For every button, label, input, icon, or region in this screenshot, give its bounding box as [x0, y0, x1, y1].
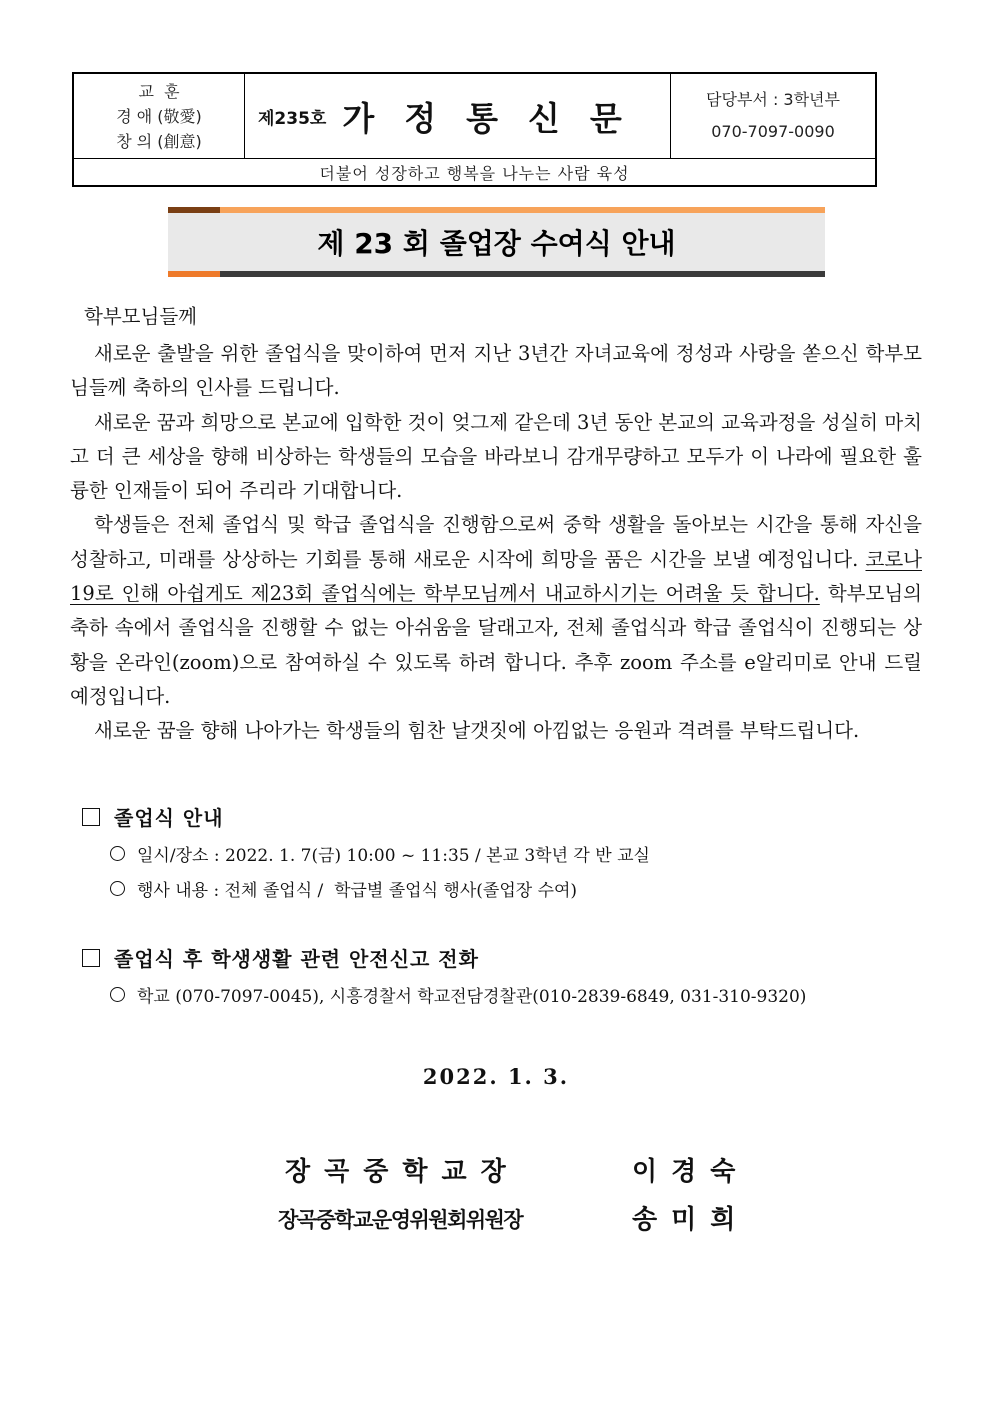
circle-bullet-icon	[110, 881, 125, 896]
paragraph-1: 새로운 출발을 위한 졸업식을 맞이하여 먼저 지난 3년간 자녀교육에 정성과 사랑을 쏟으신 학부모님들께 축하의 인사를 드립니다.	[70, 342, 922, 400]
banner-panel	[168, 213, 825, 271]
circle-bullet-icon	[110, 846, 125, 861]
list-item	[110, 982, 806, 1007]
department: 담당부서 : 3학년부	[706, 90, 840, 109]
section-1-heading: 졸업식 안내	[114, 806, 224, 830]
banner-stripe-bottom-orange	[168, 271, 220, 277]
newsletter-title: 가정통신문	[342, 98, 652, 138]
motto-label: 교 훈	[138, 81, 180, 101]
principal-name: 이경숙	[632, 1157, 750, 1187]
issue-number: 제235호	[258, 108, 327, 129]
dept-cell	[671, 74, 875, 158]
letter-body	[70, 337, 922, 749]
header-table	[72, 72, 877, 187]
motto-cell	[74, 74, 245, 158]
list-item	[110, 876, 577, 901]
motto-line-2: 창 의 (創意)	[116, 131, 202, 151]
checkbox-square-icon	[82, 949, 100, 967]
banner-stripe-bottom-dark	[220, 271, 825, 277]
paragraph-4: 새로운 꿈을 향해 나아가는 학생들의 힘찬 날갯짓에 아낌없는 응원과 격려를 부탁드립니다.	[94, 719, 860, 743]
title-banner	[168, 207, 825, 277]
safety-phone-numbers: 학교 (070-7097-0045), 시흥경찰서 학교전담경찰관(010-2839-6849, 031-310-9320)	[137, 987, 807, 1007]
checkbox-square-icon	[82, 808, 100, 826]
header-top-row	[74, 74, 875, 159]
section-graduation-info	[82, 802, 224, 831]
committee-chair-name: 송미희	[632, 1205, 750, 1235]
section-safety-contacts	[82, 943, 479, 972]
covid-notice-underlined: 코로나 19로 인해 아쉽게도 제23회 졸업식에는 학부모님께서 내교하시기는 어려울 듯 합니다.	[70, 547, 922, 606]
committee-chair-title: 장곡중학교운영위원회위원장	[278, 1207, 523, 1232]
paragraph-2: 새로운 꿈과 희망으로 본교에 입학한 것이 엊그제 같은데 3년 동안 본교의 교육과정을 성실히 마치고 더 큰 세상을 향해 비상하는 학생들의 모습을 바라보니 감개무량하고 모두가 이 나라에 필요한 훌륭한 인재들이 되어 주리라 기대합니다.	[70, 410, 922, 503]
list-item	[110, 841, 650, 866]
slogan: 더불어 성장하고 행복을 나누는 사람 육성	[319, 163, 630, 183]
paragraph-3	[70, 508, 922, 714]
principal-title: 장곡중학교장	[285, 1157, 520, 1187]
schedule-place: 일시/장소 : 2022. 1. 7(금) 10:00 ~ 11:35 / 본교 3학년 각 반 교실	[137, 846, 650, 866]
section-2-heading: 졸업식 후 학생생활 관련 안전신고 전화	[114, 947, 479, 971]
title-cell	[245, 74, 671, 158]
contact-phone: 070-7097-0090	[711, 122, 835, 141]
circle-bullet-icon	[110, 987, 125, 1002]
motto-line-1: 경 애 (敬愛)	[116, 106, 202, 126]
issue-date: 2022. 1. 3.	[422, 1064, 570, 1089]
banner-title: 제 23 회 졸업장 수여식 안내	[317, 227, 676, 260]
paragraph-3-part-b: 학부모님의 축하 속에서 졸업식을 진행할 수 없는 아쉬움을 달래고자, 전체 졸업식과 학급 졸업식이 진행되는 상황을 온라인(zoom)으로 참여하실 수 있도록 하려 합니다. 추후 zoom 주소를 e알리미로 안내 드릴 예정입니다.	[70, 582, 923, 708]
paragraph-3-part-a: 학생들은 전체 졸업식 및 학급 졸업식을 진행함으로써 중학 생활을 돌아보는 시간을 통해 자신을 성찰하고, 미래를 상상하는 기회를 통해 새로운 시작에 희망을 품은 시간을 보낼 예정입니다.	[70, 513, 922, 571]
event-content: 행사 내용 : 전체 졸업식 / 학급별 졸업식 행사(졸업장 수여)	[137, 881, 578, 901]
salutation: 학부모님들께	[84, 305, 198, 328]
